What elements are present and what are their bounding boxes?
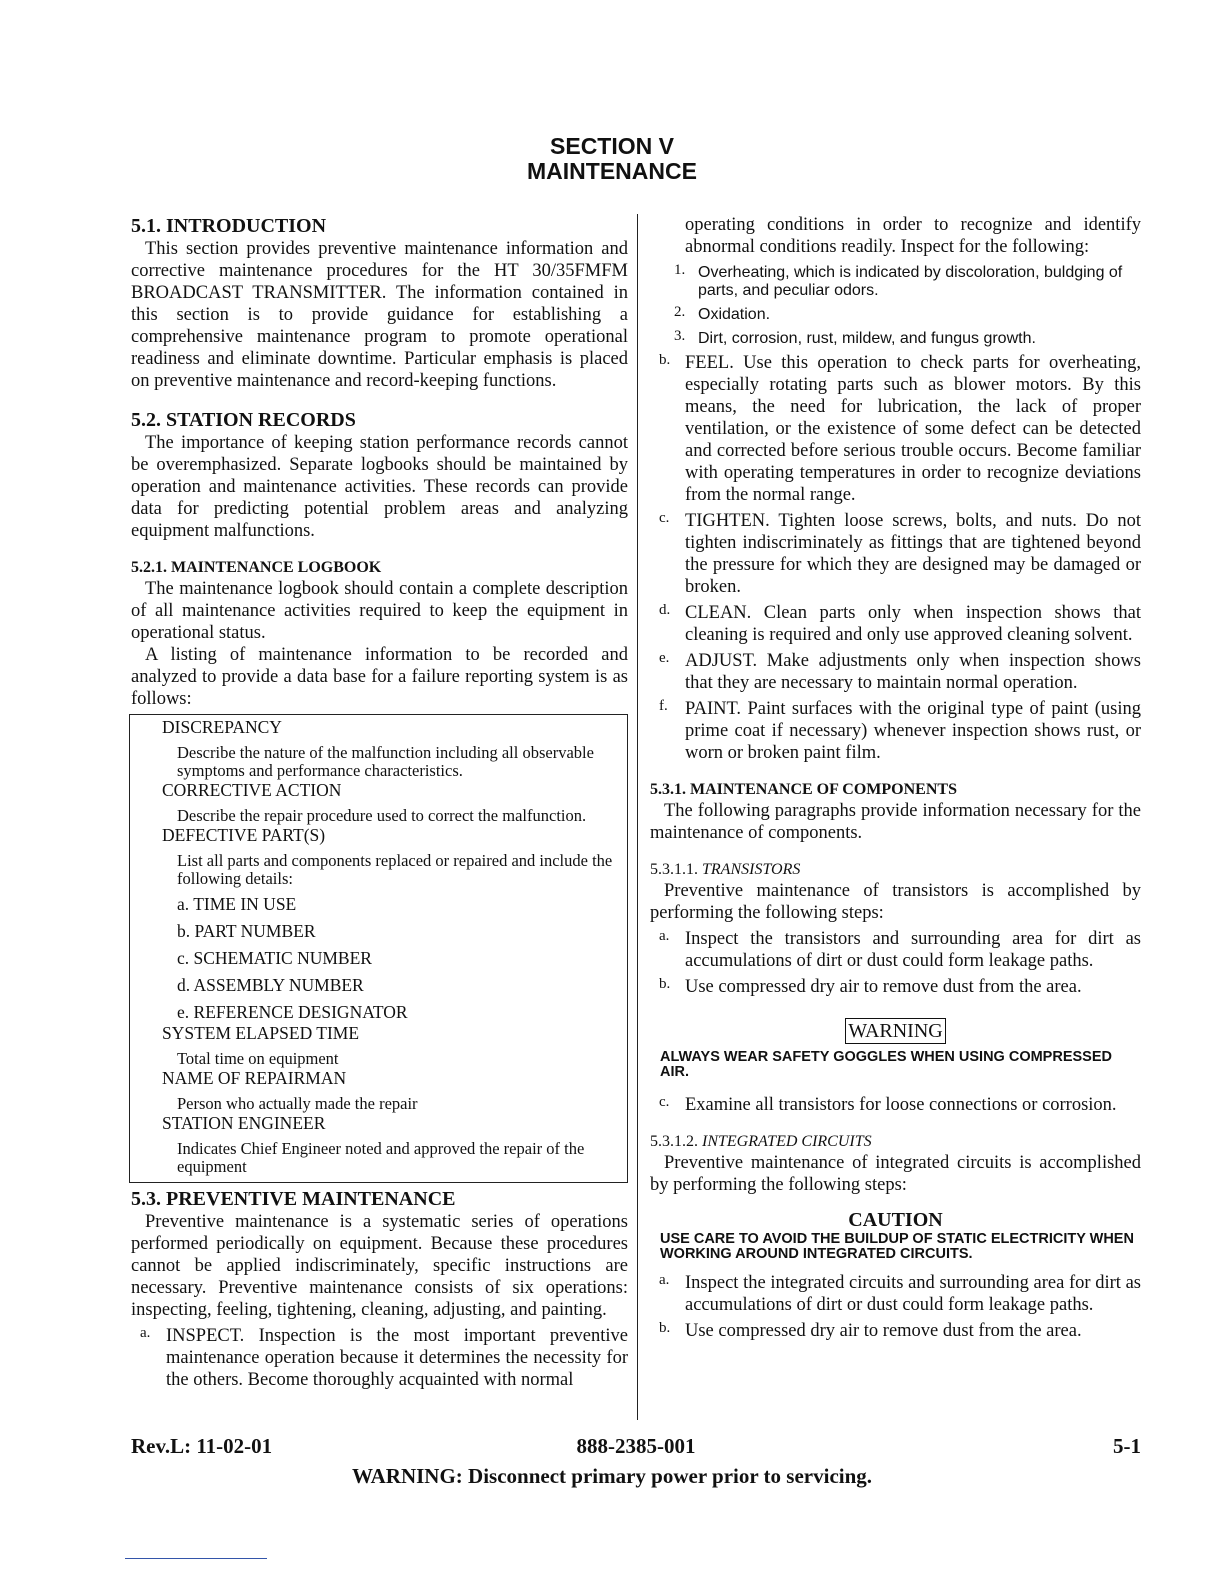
transistor-step <box>650 1094 1141 1116</box>
caution-label: CAUTION <box>848 1209 943 1231</box>
ics-heading <box>650 1132 1141 1152</box>
step-feel <box>650 352 1141 506</box>
item-text: Overheating, which is indicated by discoloration, buldging of parts, and peculiar odors. <box>698 264 1123 299</box>
step-paint <box>650 698 1141 764</box>
column-divider <box>637 214 638 1420</box>
discrepancy-label: DISCREPANCY <box>162 717 282 737</box>
step-marker: b. <box>659 352 671 368</box>
transistors-heading <box>650 860 1141 880</box>
step-tighten <box>650 510 1141 598</box>
ic-step <box>650 1272 1141 1316</box>
detail-item: c. SCHEMATIC NUMBER <box>177 948 372 968</box>
heading-title: INTEGRATED CIRCUITS <box>702 1133 872 1150</box>
engineer-label: STATION ENGINEER <box>162 1113 326 1133</box>
defective-desc: List all parts and components replaced or repaired and include the following details: <box>177 851 613 888</box>
detail-item: d. ASSEMBLY NUMBER <box>177 975 364 995</box>
components-heading: 5.3.1. MAINTENANCE OF COMPONENTS <box>650 781 957 798</box>
defective-label: DEFECTIVE PART(S) <box>162 825 326 845</box>
inspect-item <box>650 306 1141 324</box>
repairman-desc: Person who actually made the repair <box>177 1094 418 1113</box>
revision: Rev.L: 11-02-01 <box>131 1434 273 1458</box>
page-title <box>0 134 1224 184</box>
discrepancy-desc: Describe the nature of the malfunction including all observable symptoms and performance characteristics. <box>177 743 594 780</box>
step-marker: a. <box>140 1325 151 1341</box>
section-number: SECTION V <box>550 133 674 159</box>
heading-title: TRANSISTORS <box>702 861 801 878</box>
elapsed-label: SYSTEM ELAPSED TIME <box>162 1023 360 1043</box>
footer-warning: WARNING: Disconnect primary power prior to servicing. <box>351 1464 873 1488</box>
inspect-item <box>650 330 1141 348</box>
transistor-step <box>650 976 1141 998</box>
step-adjust <box>650 650 1141 694</box>
transistor-step <box>650 928 1141 972</box>
step-marker: c. <box>659 1094 670 1110</box>
warning-label: WARNING <box>845 1018 945 1044</box>
step-text: Inspect the integrated circuits and surrounding area for dirt as accumulations of dirt or dust could form leakage paths. <box>685 1273 1141 1315</box>
step-text: PAINT. Paint surfaces with the original type of paint (using prime coat if necessary) whenever inspection shows rust, or worn or broken paint film. <box>685 699 1141 763</box>
ics-text: Preventive maintenance of integrated circuits is accomplished by performing the following steps: <box>650 1153 1141 1195</box>
corrective-label: CORRECTIVE ACTION <box>162 780 342 800</box>
warning-text: ALWAYS WEAR SAFETY GOGGLES WHEN USING COMPRESSED AIR. <box>660 1049 1112 1080</box>
transistors-text: Preventive maintenance of transistors is accomplished by performing the following steps: <box>650 881 1141 923</box>
elapsed-desc: Total time on equipment <box>177 1049 339 1068</box>
step-marker: e. <box>659 650 670 666</box>
item-number: 1. <box>674 262 686 278</box>
corrective-desc: Describe the repair procedure used to correct the malfunction. <box>177 806 587 825</box>
item-text: Dirt, corrosion, rust, mildew, and fungus growth. <box>698 330 1036 347</box>
repairman-label: NAME OF REPAIRMAN <box>162 1068 347 1088</box>
records-text: The importance of keeping station performance records cannot be overemphasized. Separate logbooks should be maintained by operation and maintenance activities. These records can provide data for predicting potential problem areas and analyzing equipment malfunctions. <box>131 433 628 541</box>
step-marker: d. <box>659 602 671 618</box>
step-text: Examine all transistors for loose connections or corrosion. <box>685 1095 1117 1115</box>
section-title: MAINTENANCE <box>527 158 697 184</box>
step-text: TIGHTEN. Tighten loose screws, bolts, and nuts. Do not tighten indiscriminately as fittings that are tightened beyond the pressure for which they are designed may be damaged or broken. <box>685 511 1141 597</box>
preventive-text: Preventive maintenance is a systematic series of operations performed periodically on equipment. Because these procedures cannot be applied indiscriminately, specific instructions are necessary. Preventive maintenance consists of six operations: inspecting, feeling, tightening, cleaning, adjusting, and painting. <box>131 1212 628 1320</box>
detail-item: b. PART NUMBER <box>177 921 316 941</box>
logbook-heading: 5.2.1. MAINTENANCE LOGBOOK <box>131 559 382 576</box>
step-marker: c. <box>659 510 670 526</box>
intro-text: This section provides preventive maintenance information and corrective maintenance procedures for the HT 30/35FMFM BROADCAST TRANSMITTER. The information contained in this section is to provide guidance for establishing a comprehensive maintenance program to promote operational readiness and eliminate downtime. Particular emphasis is placed on preventive maintenance and record-keeping functions. <box>131 239 628 391</box>
warning-box <box>650 1018 1141 1044</box>
heading-number: 5.3.1.2. <box>650 1133 698 1150</box>
step-marker: f. <box>659 698 668 714</box>
preventive-heading: 5.3. PREVENTIVE MAINTENANCE <box>131 1188 456 1210</box>
step-text: CLEAN. Clean parts only when inspection shows that cleaning is required and only use approved cleaning solvent. <box>685 603 1141 645</box>
step-marker: b. <box>659 1320 671 1336</box>
page-number: 5-1 <box>1113 1434 1141 1458</box>
inspect-continued: operating conditions in order to recognize and identify abnormal conditions readily. Inspect for the following: <box>685 215 1141 257</box>
logbook-box <box>129 714 628 1183</box>
intro-heading: 5.1. INTRODUCTION <box>131 215 327 237</box>
step-text: ADJUST. Make adjustments only when inspection shows that they are necessary to maintain normal operation. <box>685 651 1141 693</box>
engineer-desc: Indicates Chief Engineer noted and approved the repair of the equipment <box>177 1139 585 1176</box>
detail-item: a. TIME IN USE <box>177 894 297 914</box>
step-text: Use compressed dry air to remove dust from the area. <box>685 1321 1082 1341</box>
ic-step <box>650 1320 1141 1342</box>
detail-item: e. REFERENCE DESIGNATOR <box>177 1002 408 1022</box>
inspect-item <box>650 264 1141 300</box>
step-marker: a. <box>659 1272 670 1288</box>
step-inspect <box>131 1325 628 1391</box>
doc-number: 888-2385-001 <box>576 1434 696 1458</box>
step-marker: a. <box>659 928 670 944</box>
step-text: Use compressed dry air to remove dust from the area. <box>685 977 1082 997</box>
logbook-p1: The maintenance logbook should contain a complete description of all maintenance activities required to keep the equipment in operational status. <box>131 579 628 643</box>
heading-number: 5.3.1.1. <box>650 861 698 878</box>
footnote-rule <box>125 1558 267 1559</box>
left-column <box>131 214 628 1391</box>
item-text: Oxidation. <box>698 306 771 323</box>
step-text: Inspect the transistors and surrounding area for dirt as accumulations of dirt or dust could form leakage paths. <box>685 929 1141 971</box>
item-number: 3. <box>674 328 686 344</box>
step-text: INSPECT. Inspection is the most important preventive maintenance operation because it determines the necessity for the others. Become thoroughly acquainted with normal <box>166 1326 628 1390</box>
step-clean <box>650 602 1141 646</box>
item-number: 2. <box>674 304 686 320</box>
right-column <box>650 214 1141 1342</box>
records-heading: 5.2. STATION RECORDS <box>131 409 356 431</box>
caution-text: USE CARE TO AVOID THE BUILDUP OF STATIC ELECTRICITY WHEN WORKING AROUND INTEGRATED CIRCUITS. <box>660 1231 1134 1262</box>
step-text: FEEL. Use this operation to check parts for overheating, especially rotating parts such as blower motors. By this means, the need for lubrication, the lack of proper ventilation, or the existence of some defect can be detected and corrected before serious trouble occurs. Become familiar with operating temperatures in order to recognize deviations from the normal range. <box>685 353 1141 505</box>
logbook-p2: A listing of maintenance information to be recorded and analyzed to provide a data base for a failure reporting system is as follows: <box>131 645 628 709</box>
page-footer <box>131 1434 1141 1460</box>
components-text: The following paragraphs provide information necessary for the maintenance of components. <box>650 801 1141 843</box>
step-marker: b. <box>659 976 671 992</box>
